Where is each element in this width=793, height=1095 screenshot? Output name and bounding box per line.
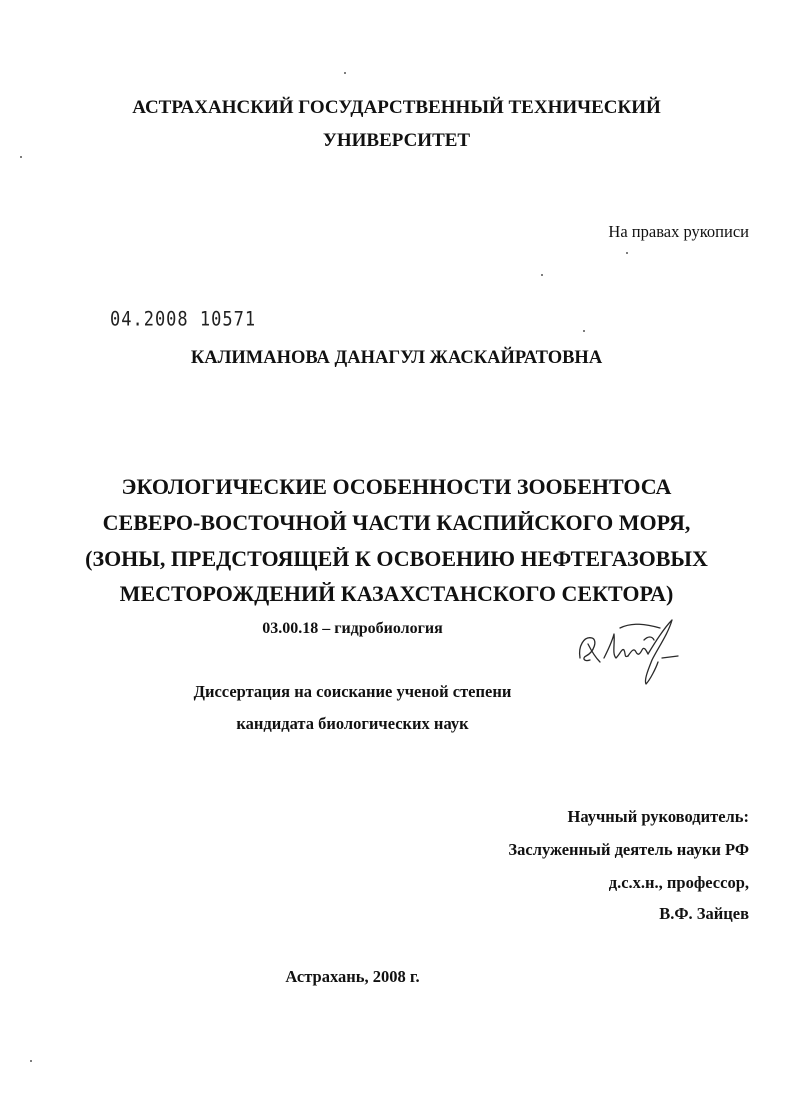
scan-speck [541, 274, 543, 276]
dissertation-title-line3: (ЗОНЫ, ПРЕДСТОЯЩЕЙ К ОСВОЕНИЮ НЕФТЕГАЗОВЫХ [85, 546, 708, 571]
scan-speck [20, 156, 22, 158]
dissertation-title-line1: ЭКОЛОГИЧЕСКИЕ ОСОБЕННОСТИ ЗООБЕНТОСА [121, 474, 672, 499]
author-name: КАЛИМАНОВА ДАНАГУЛ ЖАСКАЙРАТОВНА [190, 348, 603, 368]
dissertation-title-line2: СЕВЕРО-ВОСТОЧНОЙ ЧАСТИ КАСПИЙСКОГО МОРЯ, [102, 510, 691, 535]
scan-speck [626, 252, 628, 254]
university-name-line2: УНИВЕРСИТЕТ [322, 130, 471, 151]
registry-number-stamp: 04.2008 10571 [110, 308, 257, 331]
scan-speck [583, 330, 585, 332]
supervisor-honorary-title: Заслуженный деятель науки РФ [508, 840, 749, 859]
manuscript-rights-note: На правах рукописи [608, 222, 749, 241]
dissertation-degree-line1: Диссертация на соискание ученой степени [193, 682, 512, 701]
supervisor-name: В.Ф. Зайцев [659, 904, 749, 923]
university-name-line1: АСТРАХАНСКИЙ ГОСУДАРСТВЕННЫЙ ТЕХНИЧЕСКИЙ [132, 97, 661, 118]
author-signature-icon [574, 614, 684, 686]
scan-speck [344, 72, 346, 74]
scan-speck [30, 1060, 32, 1062]
supervisor-degree: д.с.х.н., профессор, [608, 873, 749, 892]
place-and-year: Астрахань, 2008 г. [285, 967, 420, 986]
supervisor-heading: Научный руководитель: [567, 807, 749, 826]
dissertation-title-line4: МЕСТОРОЖДЕНИЙ КАЗАХСТАНСКОГО СЕКТОРА) [119, 581, 674, 606]
dissertation-degree-line2: кандидата биологических наук [236, 714, 469, 733]
specialty-code: 03.00.18 – гидробиология [262, 620, 443, 637]
